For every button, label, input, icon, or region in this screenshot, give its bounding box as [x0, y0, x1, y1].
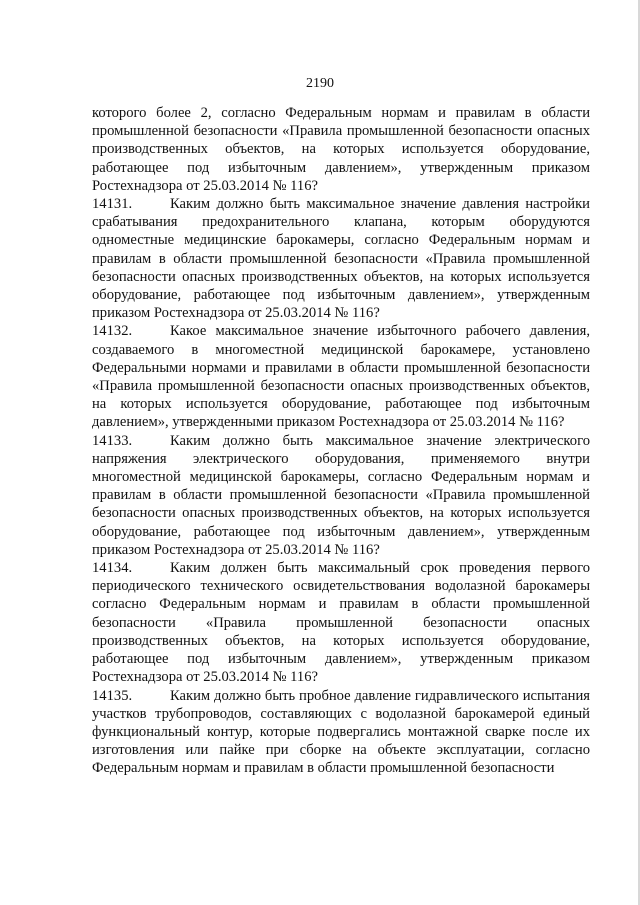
- question-number: 14135.: [92, 687, 133, 704]
- paragraph-continuation: [92, 104, 590, 195]
- question-number: 14131.: [92, 196, 133, 213]
- question-14135: [92, 687, 590, 778]
- question-number: 14134.: [92, 560, 133, 577]
- question-number: 14133.: [92, 432, 133, 449]
- paragraph-text: которого более 2, согласно Федеральным нормам и правилам в области промышленной безопасности «Правила промышленной безопасности опасных производственных объектов, на которых используется оборудование, работающее под избыточным давлением», утвержденным приказом Ростехнадзора от 25.03.2014 № 116?: [92, 105, 590, 194]
- page-number: 2190: [306, 76, 334, 91]
- document-body: [92, 104, 590, 778]
- question-text: Какое максимальное значение избыточного рабочего давления, создаваемого в многоместной медицинской барокамере, установлено Федеральными нормами и правилами в области промышленной безопасности «Правила промышленной безопасности опасных производственных объектов, на которых используется оборудование, работающее под избыточным давлением», утвержденными приказом Ростехнадзора от 25.03.2014 № 116?: [92, 323, 590, 431]
- question-14133: [92, 432, 590, 559]
- question-text: Каким должно быть пробное давление гидравлического испытания участков трубопроводов, составляющих с водолазной барокамерой единый функциональный контур, которые подвергались монтажной сварке после их изготовления или пайке при сборке на объекте эксплуатации, согласно Федеральным нормам и правилам в области промышленной безопасности: [92, 687, 590, 777]
- question-text: Каким должно быть максимальное значение электрического напряжения электрического оборудования, применяемого внутри многоместной медицинской барокамеры, согласно Федеральным нормам и правилам в области промышленной безопасности «Правила промышленной безопасности опасных производственных объектов, на которых используется оборудование, работающее под избыточным давлением», утвержденным приказом Ростехнадзора от 25.03.2014 № 116?: [92, 432, 590, 558]
- question-14131: [92, 195, 590, 322]
- question-14134: [92, 559, 590, 686]
- question-text: Каким должно быть максимальное значение давления настройки срабатывания предохранительного клапана, которым оборудуются одноместные медицинские барокамеры, согласно Федеральным нормам и правилам в области промышленной безопасности «Правила промышленной безопасности опасных производственных объектов, на которых используется оборудование, работающее под избыточным давлением», утвержденным приказом Ростехнадзора от 25.03.2014 № 116?: [92, 196, 590, 322]
- question-number: 14132.: [92, 323, 133, 340]
- question-text: Каким должен быть максимальный срок проведения первого периодического технического освидетельствования водолазной барокамеры согласно Федеральным нормам и правилам в области промышленной безопасности «Правила промышленной безопасности опасных производственных объектов, на которых используется оборудование, работающее под избыточным давлением», утвержденным приказом Ростехнадзора от 25.03.2014 № 116?: [92, 560, 590, 686]
- question-14132: [92, 322, 590, 431]
